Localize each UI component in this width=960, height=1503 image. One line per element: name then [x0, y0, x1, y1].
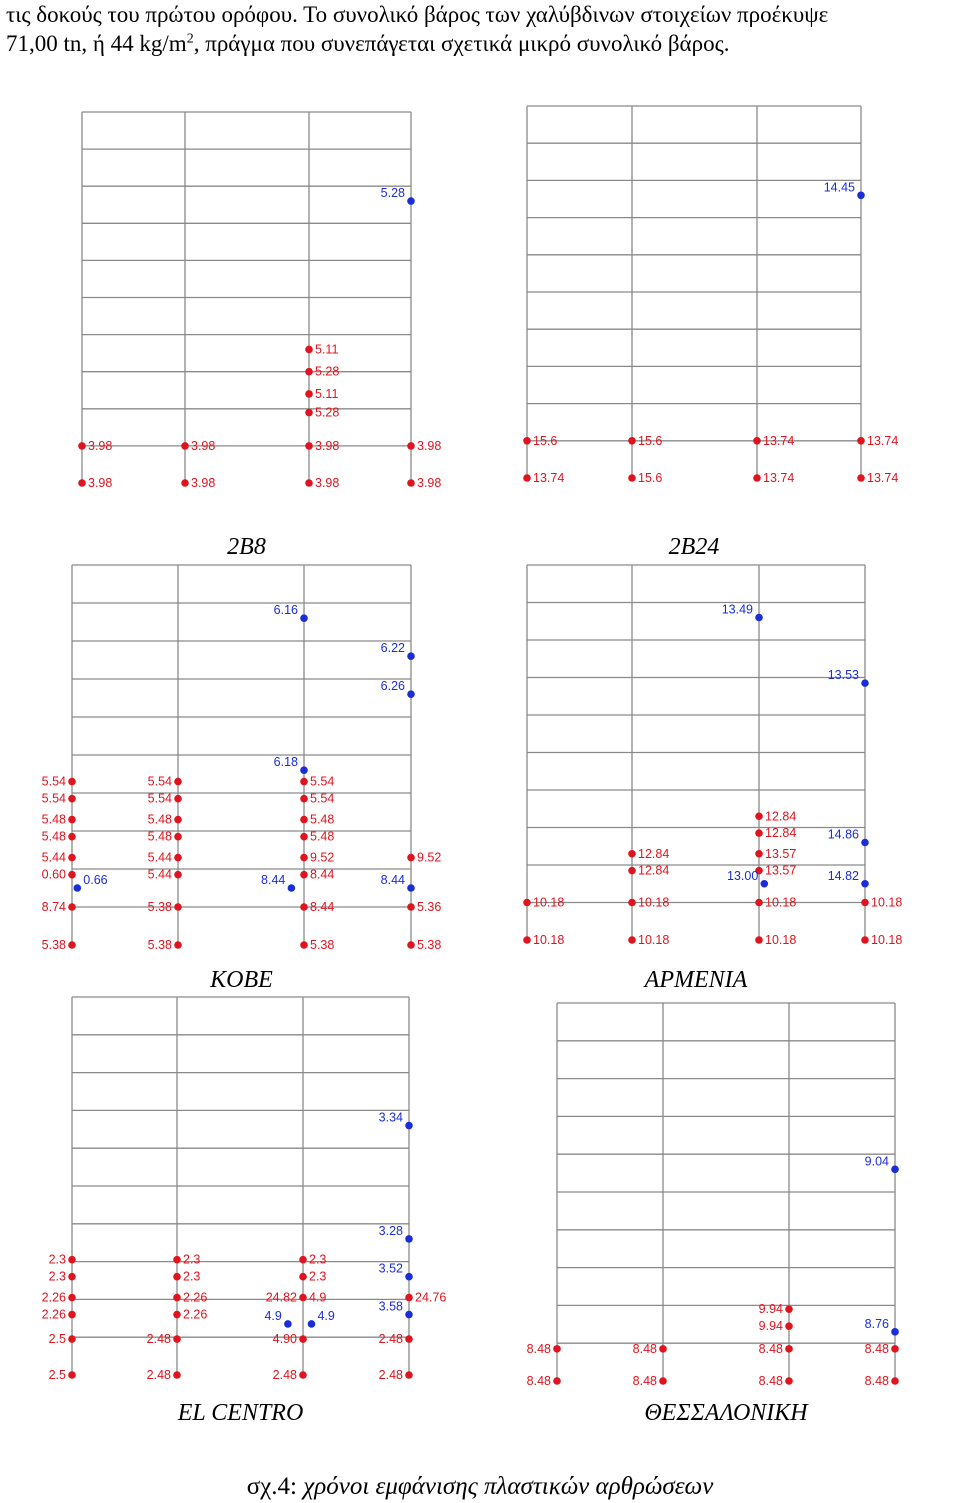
- hinge-time-label: 2.26: [41, 1290, 66, 1305]
- hinge-time-label: 8.48: [632, 1341, 657, 1356]
- column-hinge-dot: [174, 816, 182, 824]
- column-hinge-dot: [553, 1377, 561, 1385]
- hinge-time-label: 8.48: [632, 1374, 657, 1388]
- hinge-time-label: 13.74: [763, 433, 795, 448]
- hinge-time-label: 14.86: [827, 827, 859, 842]
- column-hinge-dot: [173, 1371, 181, 1379]
- hinge-time-label: 2.3: [309, 1269, 327, 1284]
- column-hinge-dot: [407, 479, 415, 487]
- hinge-time-label: 5.54: [41, 774, 66, 789]
- column-hinge-dot: [299, 1335, 307, 1343]
- hinge-time-label: 9.04: [864, 1154, 889, 1169]
- beam-hinge-dot: [407, 884, 415, 892]
- hinge-time-label: 5.11: [315, 386, 339, 401]
- beam-hinge-dot: [407, 197, 415, 205]
- column-hinge-dot: [173, 1256, 181, 1264]
- column-hinge-dot: [68, 1311, 76, 1319]
- column-hinge-dot: [755, 850, 763, 858]
- column-hinge-dot: [174, 778, 182, 786]
- hinge-time-label: 9.52: [310, 850, 335, 865]
- hinge-time-label: 8.48: [758, 1374, 783, 1388]
- hinge-time-label: 13.57: [765, 863, 797, 878]
- hinge-time-label: 2.48: [146, 1332, 171, 1347]
- beam-hinge-dot: [861, 839, 869, 847]
- column-hinge-dot: [628, 474, 636, 482]
- hinge-time-label: 24.82: [265, 1290, 297, 1305]
- hinge-time-label: 2.48: [378, 1368, 403, 1382]
- column-hinge-dot: [300, 833, 308, 841]
- column-hinge-dot: [755, 899, 763, 907]
- beam-hinge-dot: [405, 1122, 413, 1130]
- column-hinge-dot: [173, 1311, 181, 1319]
- hinge-time-label: 3.98: [417, 438, 442, 453]
- column-hinge-dot: [68, 854, 76, 862]
- column-hinge-dot: [68, 871, 76, 879]
- panel-title: KOBE: [210, 967, 273, 993]
- column-hinge-dot: [785, 1305, 793, 1313]
- column-hinge-dot: [78, 479, 86, 487]
- hinge-time-label: 13.00: [727, 868, 759, 883]
- column-hinge-dot: [173, 1273, 181, 1281]
- hinge-time-label: 0.66: [83, 873, 108, 887]
- column-hinge-dot: [68, 941, 76, 949]
- hinge-time-label: 5.48: [147, 829, 172, 844]
- column-hinge-dot: [173, 1294, 181, 1302]
- hinge-time-label: 8.44: [310, 867, 335, 882]
- column-hinge-dot: [305, 479, 313, 487]
- panel-title: 2B24: [668, 534, 720, 560]
- column-hinge-dot: [300, 903, 308, 911]
- column-hinge-dot: [300, 941, 308, 949]
- beam-hinge-dot: [405, 1311, 413, 1319]
- hinge-time-label: 3.98: [315, 476, 340, 490]
- column-hinge-dot: [68, 816, 76, 824]
- hinge-time-label: 13.74: [533, 471, 565, 485]
- hinge-time-label: 6.22: [380, 641, 405, 656]
- hinge-time-label: 10.18: [871, 933, 903, 947]
- intro-line-2-start: 71,00 tn, ή 44 kg/m: [6, 31, 187, 56]
- hinge-time-label: 10.18: [638, 895, 670, 910]
- hinge-time-label: 6.16: [273, 603, 298, 618]
- hinge-time-label: 8.48: [864, 1374, 889, 1388]
- hinge-time-label: 2.48: [378, 1332, 403, 1347]
- intro-line-2-superscript: 2: [186, 31, 194, 47]
- hinge-time-label: 3.52: [378, 1261, 403, 1276]
- beam-hinge-dot: [288, 884, 296, 892]
- column-hinge-dot: [300, 778, 308, 786]
- hinge-time-label: 5.54: [147, 791, 172, 806]
- column-hinge-dot: [891, 1345, 899, 1353]
- column-hinge-dot: [407, 442, 415, 450]
- column-hinge-dot: [68, 833, 76, 841]
- column-hinge-dot: [68, 1335, 76, 1343]
- hinge-time-label: 2.3: [48, 1252, 66, 1267]
- column-hinge-dot: [659, 1377, 667, 1385]
- column-hinge-dot: [299, 1256, 307, 1264]
- hinge-time-label: 5.11: [315, 342, 339, 357]
- column-hinge-dot: [755, 936, 763, 944]
- frame-panel-2b8: [78, 112, 441, 560]
- hinge-time-label: 4.9: [309, 1290, 327, 1305]
- frame-panel-kobe: [42, 565, 442, 993]
- hinge-time-label: 13.74: [867, 433, 899, 448]
- column-hinge-dot: [68, 1371, 76, 1379]
- column-hinge-dot: [305, 390, 313, 398]
- column-hinge-dot: [753, 437, 761, 445]
- column-hinge-dot: [523, 899, 531, 907]
- hinge-time-label: 2.5: [48, 1368, 66, 1382]
- hinge-time-label: 8.48: [758, 1341, 783, 1356]
- column-hinge-dot: [753, 474, 761, 482]
- beam-hinge-dot: [405, 1235, 413, 1243]
- hinge-time-label: 5.44: [147, 850, 172, 865]
- column-hinge-dot: [785, 1322, 793, 1330]
- beam-hinge-dot: [407, 652, 415, 660]
- hinge-time-label: 5.54: [310, 791, 335, 806]
- hinge-time-label: 2.3: [183, 1269, 201, 1284]
- hinge-time-label: 13.74: [763, 471, 795, 485]
- beam-hinge-dot: [74, 884, 82, 892]
- column-hinge-dot: [300, 854, 308, 862]
- column-hinge-dot: [305, 409, 313, 417]
- column-hinge-dot: [861, 936, 869, 944]
- hinge-time-label: 10.18: [638, 933, 670, 947]
- beam-hinge-dot: [857, 191, 865, 199]
- column-hinge-dot: [523, 474, 531, 482]
- hinge-time-label: 3.34: [378, 1110, 403, 1125]
- column-hinge-dot: [174, 833, 182, 841]
- column-hinge-dot: [174, 941, 182, 949]
- column-hinge-dot: [174, 871, 182, 879]
- column-hinge-dot: [405, 1371, 413, 1379]
- hinge-time-label: 4.90: [272, 1332, 297, 1347]
- hinge-time-label: 3.98: [88, 438, 113, 453]
- hinge-time-label: 5.38: [417, 938, 442, 952]
- column-hinge-dot: [181, 442, 189, 450]
- column-hinge-dot: [891, 1377, 899, 1385]
- column-hinge-dot: [407, 941, 415, 949]
- hinge-time-label: 3.58: [378, 1299, 403, 1314]
- column-hinge-dot: [299, 1371, 307, 1379]
- hinge-time-label: 10.18: [871, 895, 903, 910]
- column-hinge-dot: [68, 1256, 76, 1264]
- hinge-time-label: 6.26: [380, 679, 405, 694]
- hinge-time-label: 5.48: [41, 829, 66, 844]
- hinge-time-label: 12.84: [638, 863, 670, 878]
- column-hinge-dot: [300, 871, 308, 879]
- beam-hinge-dot: [308, 1320, 316, 1328]
- hinge-time-label: 5.44: [147, 867, 172, 882]
- figure-caption: [0, 1472, 960, 1502]
- hinge-time-label: 5.48: [147, 812, 172, 827]
- hinge-time-label: 9.94: [758, 1319, 783, 1334]
- hinge-time-label: 5.38: [147, 938, 172, 952]
- hinge-time-label: 24.76: [415, 1290, 447, 1305]
- hinge-time-label: 12.84: [765, 809, 797, 824]
- column-hinge-dot: [174, 854, 182, 862]
- hinge-time-label: 12.84: [638, 846, 670, 861]
- hinge-time-label: 2.26: [183, 1307, 208, 1322]
- hinge-time-label: 13.49: [721, 602, 753, 617]
- hinge-time-label: 13.74: [867, 471, 899, 485]
- column-hinge-dot: [407, 854, 415, 862]
- hinge-time-label: 5.38: [41, 938, 66, 952]
- hinge-time-label: 3.28: [378, 1223, 403, 1238]
- hinge-time-label: 2.5: [48, 1332, 66, 1347]
- hinge-time-label: 4.9: [317, 1308, 335, 1323]
- intro-line-1: τις δοκούς του πρώτου ορόφου. Το συνολικό βάρος των χαλύβδινων στοιχείων προέκυψε: [6, 2, 829, 27]
- hinge-time-label: 3.98: [88, 476, 113, 490]
- hinge-time-label: 8.76: [864, 1316, 889, 1331]
- column-hinge-dot: [861, 899, 869, 907]
- beam-hinge-dot: [755, 614, 763, 622]
- hinge-time-label: 5.54: [41, 791, 66, 806]
- column-hinge-dot: [628, 437, 636, 445]
- caption-text: χρόνοι εμφάνισης πλαστικών αρθρώσεων: [303, 1473, 714, 1500]
- beam-hinge-dot: [405, 1273, 413, 1281]
- column-hinge-dot: [299, 1294, 307, 1302]
- frame-panel-elcentro: [42, 997, 447, 1426]
- column-hinge-dot: [628, 867, 636, 875]
- panel-title: EL CENTRO: [177, 1400, 304, 1426]
- hinge-time-label: 2.3: [48, 1269, 66, 1284]
- hinge-time-label: 12.84: [765, 826, 797, 841]
- hinge-time-label: 5.28: [315, 364, 340, 379]
- hinge-time-label: 10.18: [765, 933, 797, 947]
- column-hinge-dot: [68, 795, 76, 803]
- hinge-time-label: 5.48: [310, 812, 335, 827]
- column-hinge-dot: [785, 1377, 793, 1385]
- column-hinge-dot: [857, 437, 865, 445]
- column-hinge-dot: [857, 474, 865, 482]
- hinge-time-label: 14.45: [823, 180, 855, 195]
- column-hinge-dot: [628, 899, 636, 907]
- column-hinge-dot: [68, 903, 76, 911]
- hinge-time-label: 8.48: [526, 1374, 551, 1388]
- frame-panel-armenia: [523, 565, 902, 993]
- hinge-time-label: 3.98: [417, 476, 442, 490]
- panel-title: 2B8: [227, 534, 266, 560]
- column-hinge-dot: [523, 437, 531, 445]
- column-hinge-dot: [553, 1345, 561, 1353]
- beam-hinge-dot: [407, 690, 415, 698]
- hinge-time-label: 2.3: [309, 1252, 327, 1267]
- intro-line-2-end: , πράγμα που συνεπάγεται σχετικά μικρό συνολικό βάρος.: [193, 31, 730, 56]
- column-hinge-dot: [405, 1294, 413, 1302]
- hinge-time-label: 5.38: [147, 900, 172, 914]
- hinge-time-label: 5.54: [310, 774, 335, 789]
- caption-prefix: σχ.4:: [246, 1473, 297, 1500]
- column-hinge-dot: [755, 829, 763, 837]
- hinge-time-label: 9.52: [417, 850, 442, 865]
- column-hinge-dot: [181, 479, 189, 487]
- hinge-time-label: 2.48: [146, 1368, 171, 1382]
- hinge-time-label: 8.48: [526, 1341, 551, 1356]
- beam-hinge-dot: [300, 614, 308, 622]
- column-hinge-dot: [305, 346, 313, 354]
- column-hinge-dot: [299, 1273, 307, 1281]
- column-hinge-dot: [174, 903, 182, 911]
- hinge-time-label: 13.53: [827, 668, 859, 683]
- hinge-time-label: 15.6: [638, 471, 663, 485]
- beam-hinge-dot: [284, 1320, 292, 1328]
- frame-panel-2b24: [523, 106, 898, 560]
- column-hinge-dot: [300, 816, 308, 824]
- column-hinge-dot: [659, 1345, 667, 1353]
- hinge-time-label: 4.9: [264, 1308, 282, 1323]
- hinge-time-label: 8.44: [261, 873, 286, 887]
- beam-hinge-dot: [861, 679, 869, 687]
- hinge-time-label: 5.48: [310, 829, 335, 844]
- column-hinge-dot: [68, 1273, 76, 1281]
- hinge-time-label: 5.44: [41, 850, 66, 865]
- beam-hinge-dot: [891, 1166, 899, 1174]
- hinge-time-label: 5.48: [41, 812, 66, 827]
- column-hinge-dot: [405, 1335, 413, 1343]
- column-hinge-dot: [785, 1345, 793, 1353]
- column-hinge-dot: [628, 850, 636, 858]
- column-hinge-dot: [173, 1335, 181, 1343]
- column-hinge-dot: [523, 936, 531, 944]
- column-hinge-dot: [628, 936, 636, 944]
- hinge-time-label: 5.36: [417, 900, 442, 914]
- hinge-time-label: 3.98: [191, 438, 216, 453]
- hinge-time-label: 14.82: [827, 868, 859, 883]
- hinge-time-label: 2.3: [183, 1252, 201, 1267]
- column-hinge-dot: [755, 812, 763, 820]
- hinge-time-label: 6.18: [273, 755, 298, 770]
- column-hinge-dot: [68, 778, 76, 786]
- hinge-time-label: 10.18: [533, 933, 565, 947]
- column-hinge-dot: [300, 795, 308, 803]
- hinge-time-label: 5.28: [380, 186, 405, 201]
- panel-title: ΑΡΜΕΝΙΑ: [644, 967, 748, 993]
- hinge-time-label: 10.18: [765, 895, 797, 910]
- beam-hinge-dot: [761, 880, 769, 888]
- column-hinge-dot: [68, 1294, 76, 1302]
- hinge-time-label: 9.94: [758, 1302, 783, 1317]
- column-hinge-dot: [305, 368, 313, 376]
- hinge-time-label: 15.6: [638, 433, 663, 448]
- hinge-time-label: 3.98: [315, 438, 340, 453]
- column-hinge-dot: [407, 903, 415, 911]
- beam-hinge-dot: [861, 880, 869, 888]
- hinge-time-label: 5.28: [315, 405, 340, 420]
- hinge-time-label: 10.18: [533, 895, 565, 910]
- beam-hinge-dot: [300, 766, 308, 774]
- hinge-time-label: 8.48: [864, 1341, 889, 1356]
- hinge-time-label: 15.6: [533, 433, 558, 448]
- beam-hinge-dot: [891, 1328, 899, 1336]
- column-hinge-dot: [78, 442, 86, 450]
- hinge-time-label: 0.60: [41, 867, 66, 882]
- hinge-time-label: 5.54: [147, 774, 172, 789]
- hinge-time-label: 13.57: [765, 846, 797, 861]
- hinge-time-label: 2.48: [272, 1368, 297, 1382]
- hinge-time-label: 2.26: [41, 1307, 66, 1322]
- hinge-time-label: 8.44: [310, 900, 335, 914]
- panel-title: ΘΕΣΣΑΛΟΝΙΚΗ: [644, 1400, 808, 1426]
- hinge-time-label: 2.26: [183, 1290, 208, 1305]
- hinge-time-label: 8.44: [380, 873, 405, 887]
- column-hinge-dot: [305, 442, 313, 450]
- column-hinge-dot: [174, 795, 182, 803]
- hinge-time-label: 8.74: [41, 900, 66, 914]
- hinge-time-label: 5.38: [310, 938, 335, 952]
- frame-panel-thessaloniki: [527, 1003, 899, 1426]
- hinge-time-label: 3.98: [191, 476, 216, 490]
